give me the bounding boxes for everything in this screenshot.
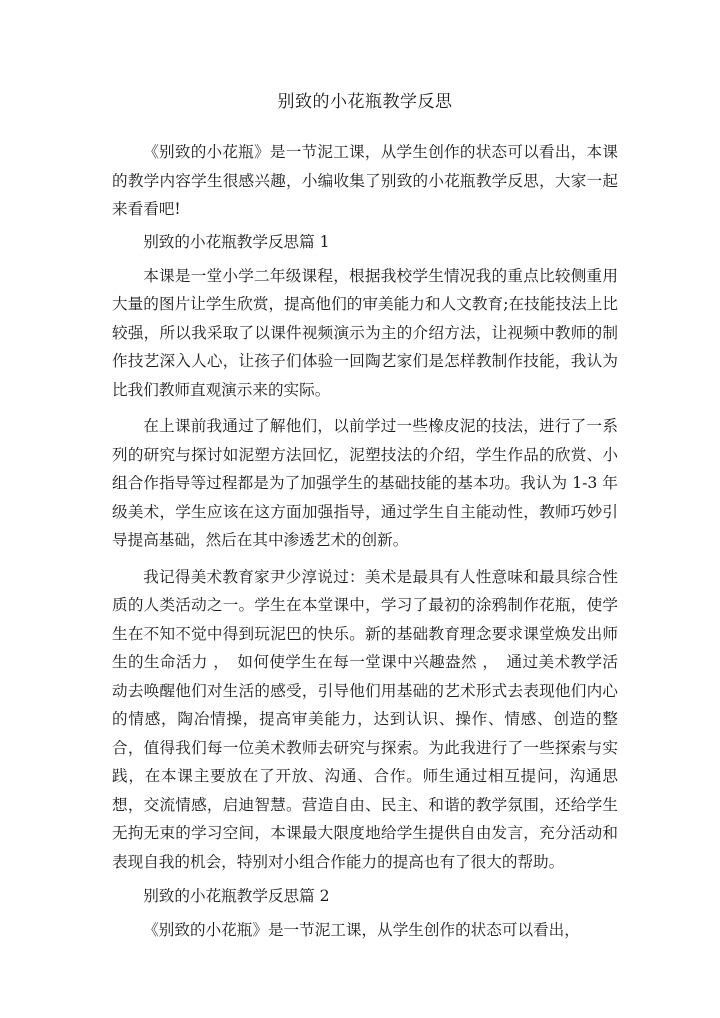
section2-heading: 别致的小花瓶教学反思篇 2: [143, 887, 330, 905]
intro-paragraph: 《别致的小花瓶》是一节泥工课，从学生创作的状态可以看出，本课的教学内容学生很感兴趣，小编收集了别致的小花瓶教学反思，大家一起来看看吧!: [112, 143, 618, 218]
document-title: 别致的小花瓶教学反思: [277, 92, 453, 112]
section1-paragraph-3: 我记得美术教育家尹少淳说过：美术是最具有人性意味和最具综合性质的人类活动之一。学生在本堂课中，学习了最初的涂鸦制作花瓶，使学生在不知不觉中得到玩泥巴的快乐。新的基础教育理念要求课堂焕发出师生的生命活力 ， 如何使学生在每一堂课中兴趣盎然 ， 通过美术教学活动去唤醒他们对生活的感受，引导他们用基础的艺术形式去表现他们内心的情感，陶冶情操，提高审美能力，达到认识、操作、情感、创造的整合，值得我们每一位美术教师去研究与探索。为此我进行了一些探索与实践，在本课主要放在了开放、沟通、合作。师生通过相互提问，沟通思想，交流情感，启迪智慧。营造自由、民主、和谐的教学氛围，还给学生无拘无束的学习空间，本课最大限度地给学生提供自由发言，充分活动和表现自我的机会，特别对小组合作能力的提高也有了很大的帮助。: [112, 567, 618, 871]
section1-paragraph-1: 本课是一堂小学二年级课程，根据我校学生情况我的重点比较侧重用大量的图片让学生欣赏，提高他们的审美能力和人文教育;在技能技法上比较强，所以我采取了以课件视频演示为主的介绍方法，让视频中教师的制作技艺深入人心，让孩子们体验一回陶艺家们是怎样教制作技能，我认为比我们教师直观演示来的实际。: [112, 266, 618, 399]
section1-heading: 别致的小花瓶教学反思篇 1: [143, 232, 330, 251]
section1-paragraph-2: 在上课前我通过了解他们，以前学过一些橡皮泥的技法，进行了一系列的研究与探讨如泥塑方法回忆，泥塑技法的介绍，学生作品的欣赏、小组合作指导等过程都是为了加强学生的基础技能的基本功。我认为 1-3 年级美术，学生应该在这方面加强指导，通过学生自主能动性，教师巧妙引导提高基础，然后在其中渗透艺术的创新。: [112, 417, 618, 549]
document-page: [112, 88, 618, 949]
section2-paragraph-1: 《别致的小花瓶》是一节泥工课，从学生创作的状态可以看出，: [143, 921, 580, 939]
